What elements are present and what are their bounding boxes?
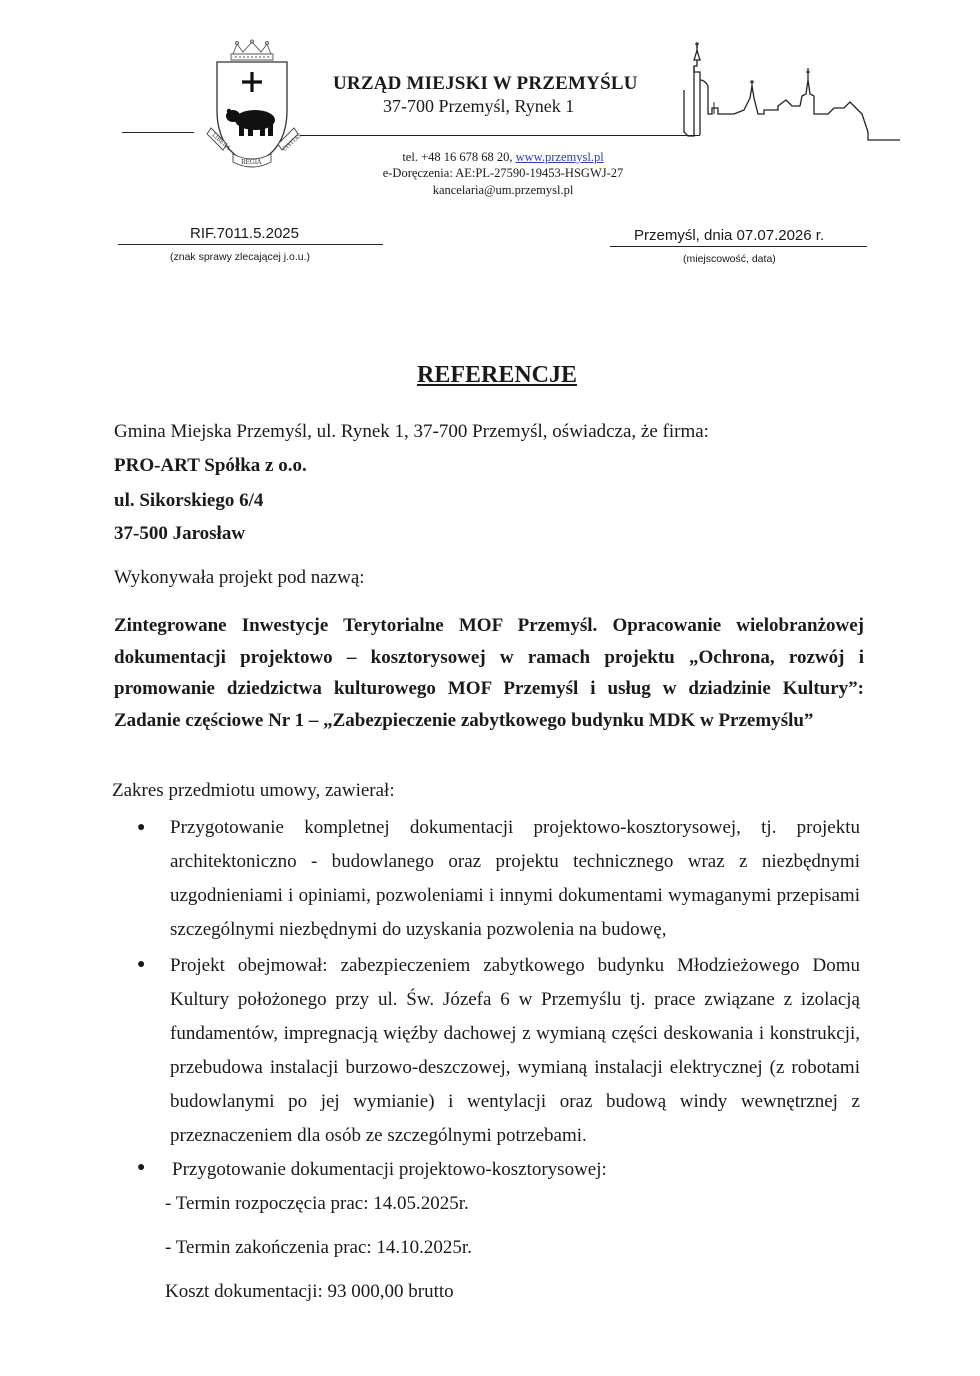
city-crest-logo bbox=[205, 40, 304, 178]
project-title: Zintegrowane Inwestycje Terytorialne MOF Przemyśl. Opracowanie wielobranżowej dokumentacji projektowo – kosztorysowej w ramach projektu „Ochrona, rozwój i promowanie dziedzictwa kulturowego MOF Przemyśl i usług w dziadzinie Kultury”: Zadanie częściowe Nr 1 – „Zabezpieczenie zabytkowego budynku MDK w Przemyślu” bbox=[114, 615, 864, 731]
bullet-icon: ● bbox=[137, 957, 146, 972]
firm-city: 37-500 Jarosław bbox=[114, 523, 246, 544]
letterhead-rule-main bbox=[300, 135, 700, 136]
place-date-caption: (miejscowość, data) bbox=[683, 253, 776, 265]
documentation-cost: Koszt dokumentacji: 93 000,00 brutto bbox=[165, 1281, 454, 1302]
city-skyline-icon bbox=[678, 40, 900, 140]
place-date: Przemyśl, dnia 07.07.2026 r. bbox=[634, 227, 825, 244]
scope-item: Przygotowanie dokumentacji projektowo-kosztorysowej: bbox=[172, 1159, 607, 1180]
scope-item: Przygotowanie kompletnej dokumentacji projektowo-kosztorysowej, tj. projektu architektoniczno - budowlanego oraz projektu technicznego wraz z niezbędnymi uzgodnieniami i opiniami, pozwoleniami i innymi dokumentami wymaganymi przepisami szczególnymi niezbędnymi do uzyskania pozwolenia na budowę, bbox=[170, 817, 860, 940]
firm-street: ul. Sikorskiego 6/4 bbox=[114, 490, 264, 511]
office-address: 37-700 Przemyśl, Rynek 1 bbox=[383, 96, 575, 116]
contact-email: kancelaria@um.przemysl.pl bbox=[432, 183, 574, 197]
crest-motto-bottom: REGIA bbox=[241, 159, 262, 166]
bullet-icon: ● bbox=[137, 1160, 146, 1175]
case-number-underline bbox=[118, 244, 383, 245]
intro-statement: Gmina Miejska Przemyśl, ul. Rynek 1, 37-700 Przemyśl, oświadcza, że firma: bbox=[114, 421, 709, 442]
document-title: REFERENCJE bbox=[416, 362, 578, 388]
crest-motto-left: LIBERA bbox=[210, 132, 231, 152]
bear-icon bbox=[226, 109, 275, 136]
scope-heading: Zakres przedmiotu umowy, zawierał: bbox=[112, 780, 395, 801]
scope-item: Projekt obejmował: zabezpieczeniem zabytkowego budynku Młodzieżowego Domu Kultury położonego przy ul. Św. Józefa 6 w Przemyślu tj. prace związane z izolacją fundamentów, impregnacją więźby dachowej z wymianą części deskowania i konstrukcji, przebudowa instalacji burzowo-deszczowej, wymianą instalacji elektrycznej (z robotami budowlanymi po jej wymianie) i wentylacji oraz budową windy wewnętrznej z przeznaczeniem dla osób ze szczególnymi potrzebami. bbox=[170, 955, 860, 1146]
bullet-icon: ● bbox=[137, 820, 146, 835]
letterhead-rule-left bbox=[122, 132, 194, 133]
case-number-caption: (znak sprawy zlecającej j.o.u.) bbox=[170, 251, 311, 263]
case-number: RIF.7011.5.2025 bbox=[190, 225, 299, 242]
contact-phone-website bbox=[303, 150, 703, 165]
cross-icon bbox=[242, 72, 262, 92]
start-date: - Termin rozpoczęcia prac: 14.05.2025r. bbox=[165, 1193, 469, 1214]
website-link[interactable]: www.przemysl.pl bbox=[515, 150, 604, 164]
crest-motto-right: CIVITAS bbox=[281, 132, 304, 153]
end-date: - Termin zakończenia prac: 14.10.2025r. bbox=[165, 1237, 472, 1258]
performed-label: Wykonywała projekt pod nazwą: bbox=[114, 567, 365, 588]
crown-icon bbox=[231, 40, 273, 60]
firm-name: PRO-ART Spółka z o.o. bbox=[114, 455, 307, 476]
place-date-underline bbox=[610, 246, 867, 247]
contact-phone: tel. +48 16 678 68 20, bbox=[402, 150, 516, 164]
contact-e-doreczenia: e-Doręczenia: AE:PL-27590-19453-HSGWJ-27 bbox=[382, 166, 624, 180]
office-name: URZĄD MIEJSKI W PRZEMYŚLU bbox=[333, 73, 638, 94]
